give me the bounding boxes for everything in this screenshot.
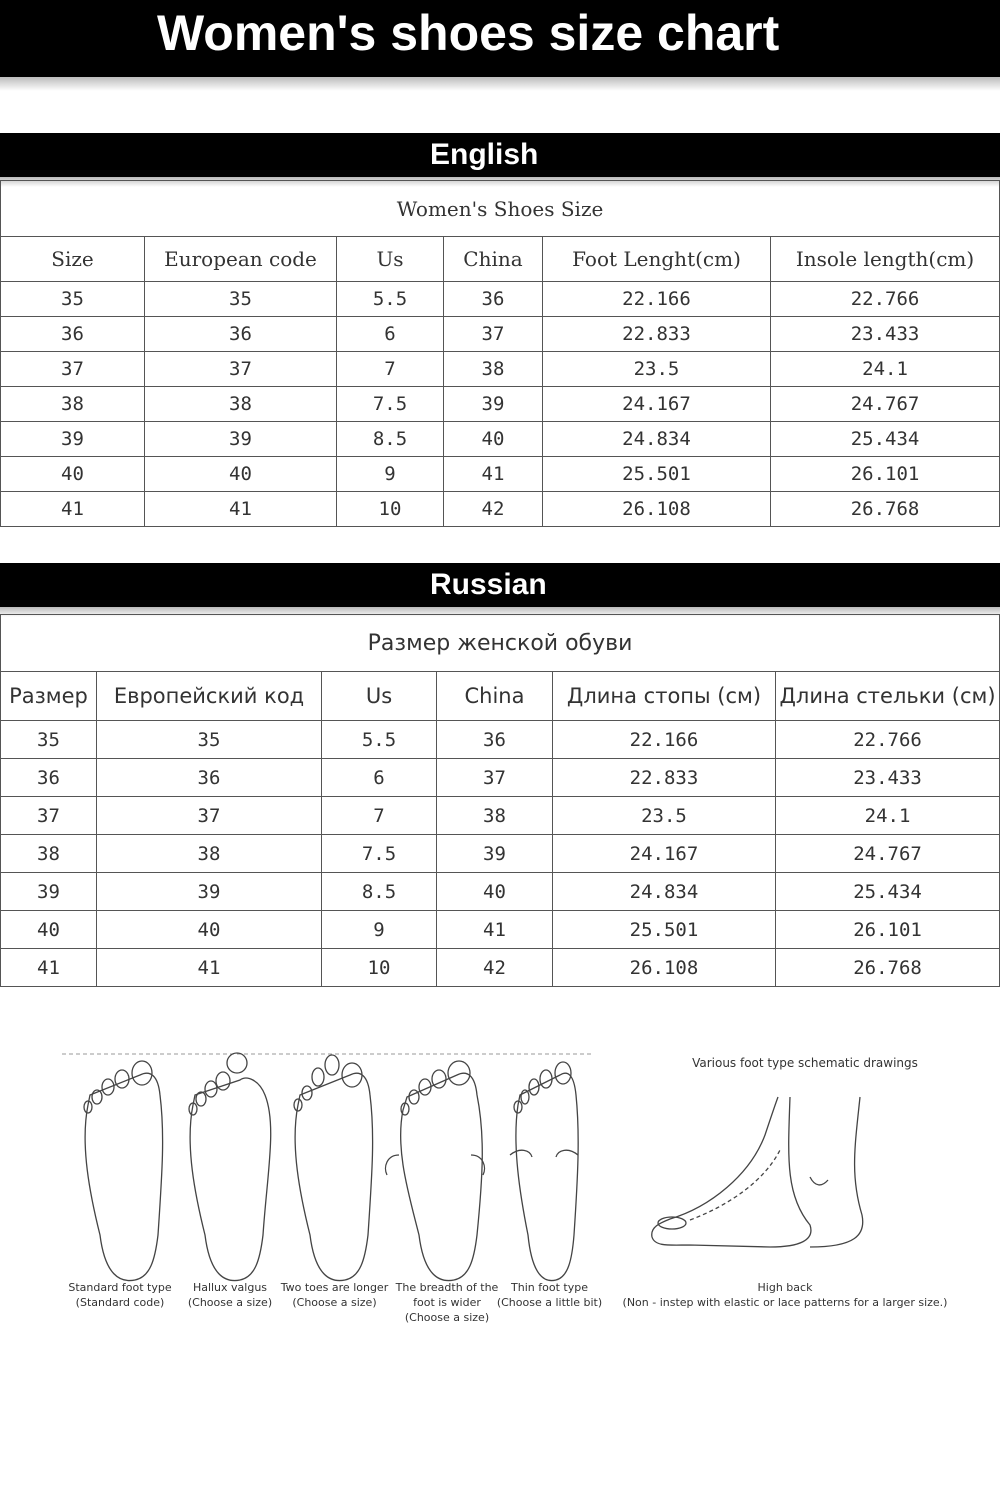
table-row <box>1 422 1000 457</box>
table-row <box>1 873 1000 911</box>
table-cell: 24.767 <box>771 387 1000 422</box>
english-section-bar <box>0 133 1000 177</box>
table-row <box>1 352 1000 387</box>
thin-foot-icon <box>510 1062 578 1281</box>
table-cell: 37 <box>437 759 553 797</box>
table-cell: 24.834 <box>543 422 771 457</box>
table-cell: 26.108 <box>553 949 776 987</box>
table-row <box>1 317 1000 352</box>
table-cell: 10 <box>322 949 437 987</box>
foot-type-diagrams <box>0 1030 1000 1350</box>
table-cell: 40 <box>1 457 145 492</box>
russian-table-caption: Размер женской обуви <box>1 615 1000 672</box>
table-cell: 22.166 <box>543 282 771 317</box>
table-row <box>1 492 1000 527</box>
table-cell: 40 <box>145 457 337 492</box>
table-cell: 7.5 <box>322 835 437 873</box>
table-cell: 38 <box>1 835 97 873</box>
table-cell: 42 <box>444 492 543 527</box>
table-cell: 24.834 <box>553 873 776 911</box>
table-cell: 38 <box>97 835 322 873</box>
table-cell: 41 <box>145 492 337 527</box>
table-cell: 23.5 <box>543 352 771 387</box>
table-cell: 26.768 <box>771 492 1000 527</box>
title-shadow <box>0 77 1000 91</box>
thin-foot-caption: Thin foot type (Choose a little bit) <box>496 1281 603 1309</box>
table-cell: 41 <box>97 949 322 987</box>
table-cell: 39 <box>145 422 337 457</box>
foot-types-heading: Various foot type schematic drawings <box>692 1056 918 1070</box>
table-cell: 7 <box>322 797 437 835</box>
table-cell: 40 <box>1 911 97 949</box>
table-cell: 36 <box>444 282 543 317</box>
table-cell: 6 <box>337 317 444 352</box>
title-bar <box>0 0 1000 77</box>
table-cell: 22.766 <box>776 721 1000 759</box>
russian-size-table <box>0 614 1000 987</box>
table-cell: 22.766 <box>771 282 1000 317</box>
english-size-table <box>0 180 1000 527</box>
table-cell: 23.5 <box>553 797 776 835</box>
table-cell: 35 <box>1 282 145 317</box>
table-row <box>1 949 1000 987</box>
table-cell: 36 <box>145 317 337 352</box>
table-cell: 41 <box>444 457 543 492</box>
table-cell: 24.1 <box>771 352 1000 387</box>
high-back-foot-icon <box>652 1097 863 1247</box>
table-cell: 38 <box>145 387 337 422</box>
table-cell: 25.501 <box>553 911 776 949</box>
column-header: Размер <box>1 672 97 721</box>
wide-foot-caption: The breadth of the foot is wider (Choose a size) <box>395 1281 499 1324</box>
table-cell: 9 <box>337 457 444 492</box>
table-cell: 8.5 <box>337 422 444 457</box>
table-cell: 5.5 <box>322 721 437 759</box>
table-cell: 40 <box>444 422 543 457</box>
table-row <box>1 721 1000 759</box>
column-header: China <box>437 672 553 721</box>
table-cell: 9 <box>322 911 437 949</box>
column-header: Длина стопы (см) <box>553 672 776 721</box>
table-cell: 26.101 <box>771 457 1000 492</box>
table-cell: 37 <box>444 317 543 352</box>
russian-section-bar <box>0 563 1000 607</box>
table-cell: 38 <box>444 352 543 387</box>
table-cell: 39 <box>97 873 322 911</box>
column-header: Us <box>337 237 444 282</box>
table-cell: 6 <box>322 759 437 797</box>
table-cell: 38 <box>1 387 145 422</box>
column-header: China <box>444 237 543 282</box>
table-cell: 24.167 <box>543 387 771 422</box>
table-cell: 37 <box>97 797 322 835</box>
table-cell: 22.833 <box>553 759 776 797</box>
table-cell: 35 <box>97 721 322 759</box>
table-cell: 7.5 <box>337 387 444 422</box>
table-cell: 22.166 <box>553 721 776 759</box>
table-cell: 8.5 <box>322 873 437 911</box>
wide-foot-icon <box>386 1061 485 1281</box>
table-cell: 23.433 <box>776 759 1000 797</box>
table-row <box>1 759 1000 797</box>
table-cell: 22.833 <box>543 317 771 352</box>
table-cell: 25.501 <box>543 457 771 492</box>
standard-foot-icon <box>84 1061 163 1281</box>
table-row <box>1 835 1000 873</box>
standard-foot-caption: Standard foot type (Standard code) <box>68 1281 172 1309</box>
table-cell: 26.108 <box>543 492 771 527</box>
column-header: European code <box>145 237 337 282</box>
english-section-label: English <box>430 138 539 171</box>
table-cell: 41 <box>1 949 97 987</box>
table-cell: 25.434 <box>771 422 1000 457</box>
table-cell: 5.5 <box>337 282 444 317</box>
table-cell: 37 <box>1 797 97 835</box>
hallux-valgus-caption: Hallux valgus (Choose a size) <box>187 1281 273 1309</box>
table-cell: 39 <box>1 873 97 911</box>
table-row <box>1 911 1000 949</box>
table-row <box>1 387 1000 422</box>
two-toes-longer-foot-icon <box>294 1055 373 1281</box>
table-cell: 36 <box>97 759 322 797</box>
table-row <box>1 457 1000 492</box>
table-row <box>1 797 1000 835</box>
column-header: Size <box>1 237 145 282</box>
two-toes-longer-caption: Two toes are longer (Choose a size) <box>280 1281 389 1309</box>
russian-section-label: Russian <box>430 568 547 601</box>
column-header: Европейский код <box>97 672 322 721</box>
hallux-valgus-foot-icon <box>189 1053 271 1281</box>
table-cell: 36 <box>1 317 145 352</box>
column-header: Длина стельки (см) <box>776 672 1000 721</box>
table-cell: 10 <box>337 492 444 527</box>
high-back-caption: High back (Non - instep with elastic or lace patterns for a larger size.) <box>622 1281 948 1309</box>
table-cell: 7 <box>337 352 444 387</box>
table-cell: 37 <box>145 352 337 387</box>
table-cell: 35 <box>1 721 97 759</box>
table-cell: 41 <box>437 911 553 949</box>
table-cell: 39 <box>437 835 553 873</box>
table-cell: 39 <box>444 387 543 422</box>
table-cell: 24.767 <box>776 835 1000 873</box>
table-cell: 25.434 <box>776 873 1000 911</box>
table-cell: 35 <box>145 282 337 317</box>
english-table-caption: Women's Shoes Size <box>1 181 1000 237</box>
table-cell: 26.768 <box>776 949 1000 987</box>
table-cell: 36 <box>1 759 97 797</box>
table-cell: 40 <box>437 873 553 911</box>
table-cell: 38 <box>437 797 553 835</box>
table-cell: 24.1 <box>776 797 1000 835</box>
column-header: Us <box>322 672 437 721</box>
table-cell: 41 <box>1 492 145 527</box>
table-cell: 24.167 <box>553 835 776 873</box>
table-cell: 42 <box>437 949 553 987</box>
table-cell: 37 <box>1 352 145 387</box>
table-cell: 36 <box>437 721 553 759</box>
column-header: Insole length(cm) <box>771 237 1000 282</box>
table-cell: 23.433 <box>771 317 1000 352</box>
table-cell: 26.101 <box>776 911 1000 949</box>
table-cell: 39 <box>1 422 145 457</box>
page-title: Women's shoes size chart <box>157 5 780 61</box>
column-header: Foot Lenght(cm) <box>543 237 771 282</box>
table-cell: 40 <box>97 911 322 949</box>
table-row <box>1 282 1000 317</box>
